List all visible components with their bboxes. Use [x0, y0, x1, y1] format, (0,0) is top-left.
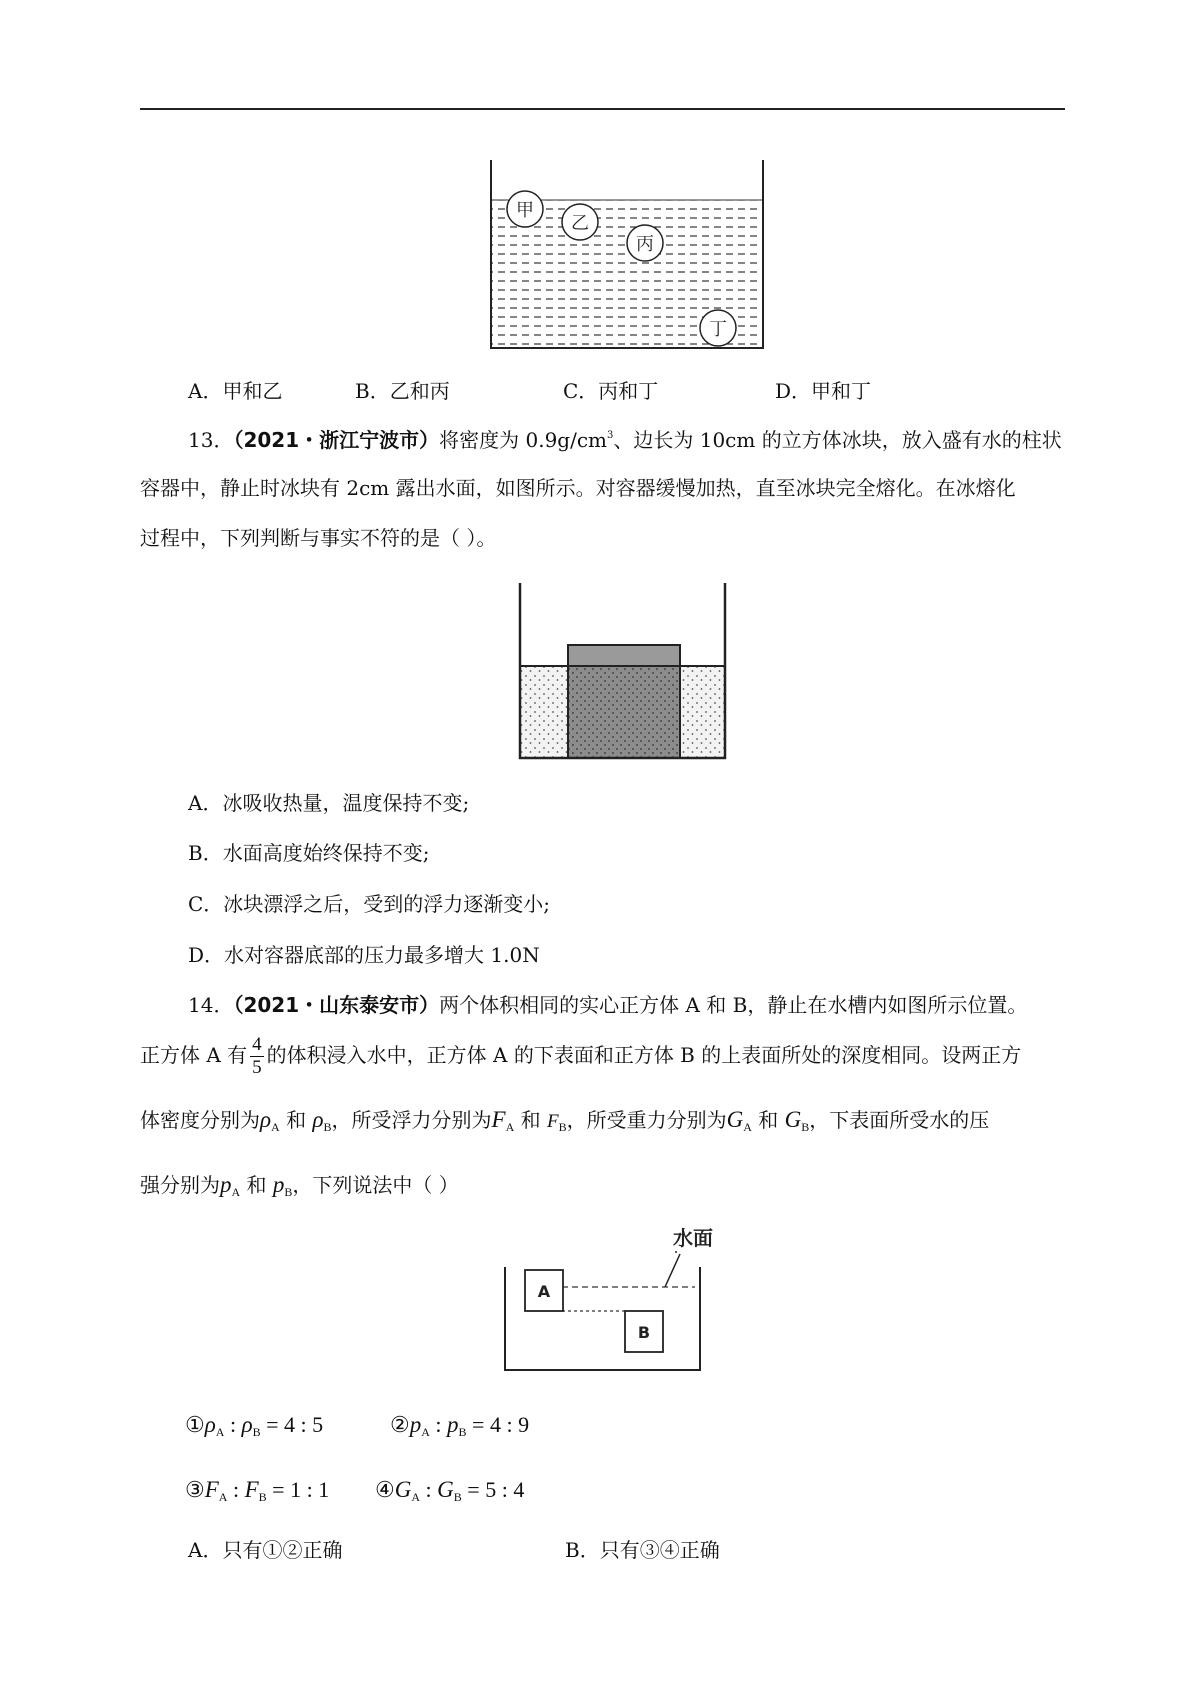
sub-b: B [458, 1425, 467, 1439]
statement-1-ratio: = 4 : 5 [266, 1412, 324, 1437]
statement-4-ratio: = 5 : 4 [467, 1477, 525, 1502]
q14-text-3c: ，所受浮力分别为 [331, 1108, 492, 1132]
q13-sup: 3 [607, 430, 614, 441]
q14-text-4a: 强分别为 [140, 1173, 220, 1197]
statement-4-mark: ④ [375, 1477, 395, 1502]
cube-b [625, 1311, 663, 1352]
figure-cubes-in-tank [495, 1225, 730, 1375]
ball-label: 甲 [516, 200, 534, 221]
q13-option-a: A．冰吸收热量，温度保持不变; [188, 791, 470, 815]
q14-text-3d: 和 [520, 1108, 541, 1132]
sym-rho-b: ρ [312, 1107, 324, 1132]
ball-jia [507, 191, 543, 227]
sub-a: A [421, 1425, 430, 1439]
statement-1-mark: ① [185, 1412, 205, 1437]
statement-1 [185, 1412, 323, 1445]
q14-option-a: A．只有①②正确 [188, 1538, 343, 1562]
q14-text-4b: 和 [246, 1173, 267, 1197]
ball-label: 丁 [709, 319, 727, 340]
q14-option-b: B．只有③④正确 [565, 1538, 720, 1562]
q14-line-2 [140, 1030, 1021, 1080]
sym-f-b: F [244, 1477, 259, 1502]
q12-option-a: A．甲和乙 [188, 379, 283, 403]
q13-line-2: 容器中，静止时冰块有 2cm 露出水面，如图所示。对容器缓慢加热，直至冰块完全熔化。在冰熔化 [140, 476, 1016, 500]
cube-a [525, 1270, 563, 1311]
sub-a: A [743, 1120, 752, 1134]
sub-b: B [558, 1120, 567, 1134]
sub-a: A [215, 1425, 225, 1439]
sub-a: A [411, 1490, 421, 1504]
q14-source: （2021・山东泰安市） [233, 993, 440, 1017]
q14-text-3g: ，下表面所受水的压 [809, 1108, 990, 1132]
figure-ice-in-container [515, 583, 730, 763]
statement-2-mark: ② [390, 1412, 410, 1437]
sub-b: B [258, 1490, 267, 1504]
header-rule [140, 108, 1065, 110]
sym-rho-a: ρ [204, 1412, 216, 1437]
q14-line-1 [188, 992, 1027, 1018]
sym-p-b: p [447, 1412, 459, 1437]
sub-b: B [801, 1120, 810, 1134]
q14-text-4c: ，下列说法中（ ） [292, 1173, 459, 1197]
q14-number: 14． [188, 993, 234, 1017]
sym-g-b: G [437, 1477, 454, 1502]
q14-text-3e: ，所受重力分别为 [566, 1108, 727, 1132]
statement-3-ratio: = 1 : 1 [272, 1477, 330, 1502]
q14-text-3a: 体密度分别为 [140, 1108, 260, 1132]
q12-option-b: B．乙和丙 [355, 379, 450, 403]
ball-label: 乙 [571, 213, 589, 234]
colon: : [227, 1477, 245, 1502]
q13-line-1 [188, 423, 1062, 453]
q13-source: （2021・浙江宁波市） [233, 428, 440, 452]
fraction-four-fifths [250, 1034, 264, 1079]
sym-p-a: p [220, 1172, 232, 1197]
sym-p-b: p [272, 1172, 285, 1197]
sub-b: B [453, 1490, 462, 1504]
sym-p-a: p [409, 1412, 422, 1437]
ball-yi [562, 204, 598, 240]
sub-b: B [252, 1425, 261, 1439]
q14-line-4 [140, 1172, 459, 1205]
q13-option-c: C．冰块漂浮之后，受到的浮力逐渐变小; [188, 892, 551, 916]
cube-b-label: B [637, 1323, 651, 1342]
sym-g-b: G [784, 1107, 802, 1132]
statement-3-mark: ③ [185, 1477, 205, 1502]
sub-b: B [284, 1185, 293, 1199]
sym-f-b: F [546, 1111, 559, 1132]
sub-a: A [231, 1185, 241, 1199]
sub-a: A [505, 1120, 515, 1134]
q13-text-1b: 、边长为 10cm 的立方体冰块，放入盛有水的柱状 [613, 428, 1062, 452]
colon: : [429, 1412, 448, 1437]
statement-4 [375, 1477, 524, 1510]
sym-f-a: F [204, 1477, 219, 1502]
colon: : [224, 1412, 242, 1437]
statement-2 [390, 1412, 529, 1445]
statement-3 [185, 1477, 329, 1510]
q14-text-2b: 的体积浸入水中，正方体 A 的下表面和正方体 B 的上表面所处的深度相同。设两正方 [266, 1043, 1022, 1067]
sym-g-a: G [726, 1107, 744, 1132]
sym-rho-a: ρ [260, 1107, 272, 1132]
q13-number: 13． [188, 428, 234, 452]
sub-b: B [323, 1120, 332, 1134]
ball-label: 丙 [636, 234, 654, 255]
water-surface-label: 水面 [673, 1226, 713, 1250]
ball-ding [700, 310, 736, 346]
statement-2-ratio: = 4 : 9 [472, 1412, 530, 1437]
q13-option-d: D．水对容器底部的压力最多增大 1.0N [188, 943, 540, 967]
figure-balls-in-water [485, 160, 770, 355]
sub-a: A [271, 1120, 280, 1134]
sym-f-a: F [491, 1107, 506, 1132]
colon: : [420, 1477, 438, 1502]
ball-bing [627, 225, 663, 261]
q14-text-3b: 和 [286, 1108, 307, 1132]
q14-text-2a: 正方体 A 有 [140, 1043, 248, 1067]
q13-line-3: 过程中，下列判断与事实不符的是（ ）。 [140, 526, 497, 550]
q12-option-c: C．丙和丁 [563, 379, 659, 403]
q13-text-1a: 将密度为 0.9g/cm [439, 428, 607, 452]
q14-line-3 [140, 1107, 989, 1140]
cube-a-label: A [537, 1282, 551, 1301]
sym-g-a: G [394, 1477, 412, 1502]
fraction-denominator: 5 [252, 1057, 262, 1078]
q12-option-d: D．甲和丁 [775, 379, 872, 403]
q13-option-b: B．水面高度始终保持不变; [188, 841, 430, 865]
q14-text-3f: 和 [758, 1108, 779, 1132]
sub-a: A [218, 1490, 228, 1504]
fraction-numerator: 4 [252, 1034, 262, 1055]
sym-rho-b: ρ [241, 1412, 253, 1437]
q14-text-1: 两个体积相同的实心正方体 A 和 B，静止在水槽内如图所示位置。 [439, 993, 1028, 1017]
